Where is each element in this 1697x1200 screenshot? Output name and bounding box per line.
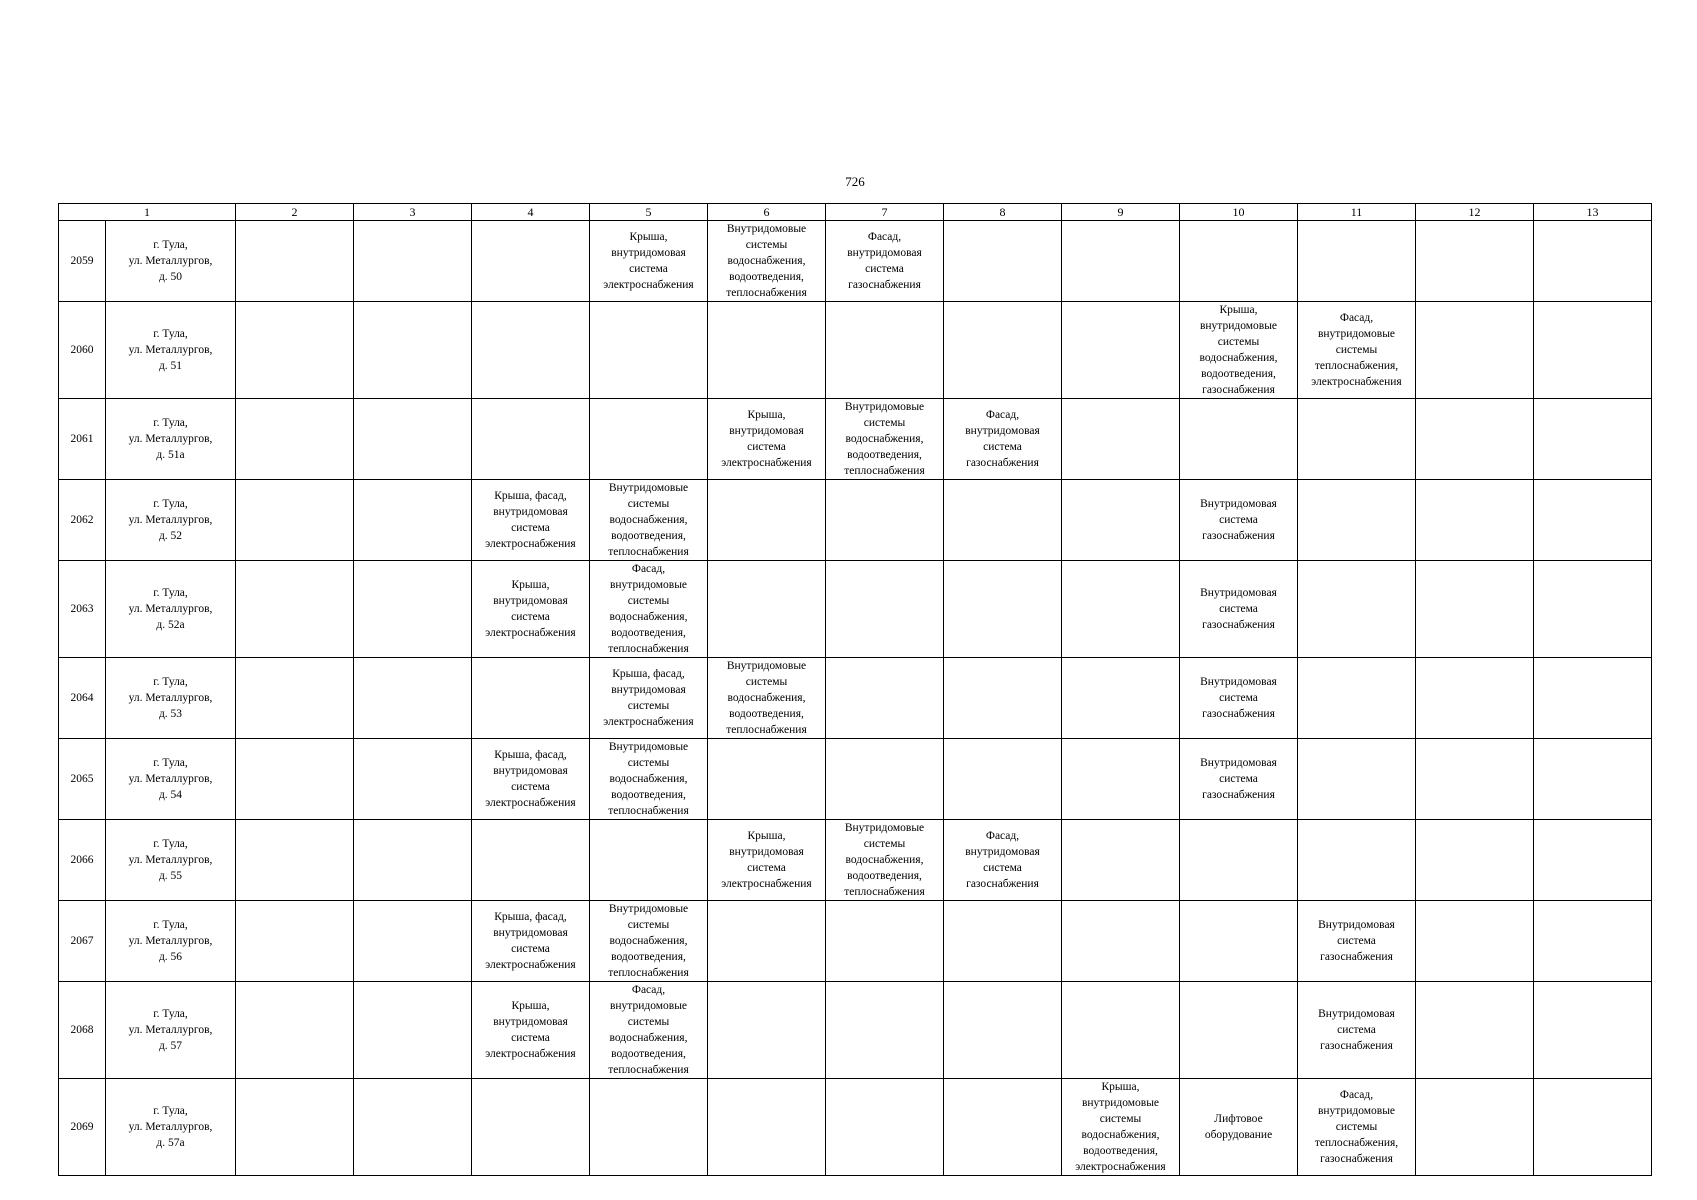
work-description: Крыша, фасад, внутридомовая системы электроснабжения xyxy=(603,668,694,728)
work-cell-col-3 xyxy=(354,658,472,739)
work-cell-col-3 xyxy=(354,221,472,302)
work-cell-col-2 xyxy=(236,561,354,658)
work-cell-col-10 xyxy=(1180,561,1298,658)
work-cell-col-5 xyxy=(590,561,708,658)
address-cell xyxy=(106,561,236,658)
address-text: г. Тула, ул. Металлургов, д. 51 xyxy=(128,328,213,372)
work-cell-col-10 xyxy=(1180,982,1298,1079)
work-cell-col-6 xyxy=(708,561,826,658)
work-cell-col-8 xyxy=(944,399,1062,480)
work-description: Лифтовое оборудование xyxy=(1204,1113,1273,1141)
column-header-4: 4 xyxy=(472,204,590,221)
work-description: Крыша, фасад, внутридомовая система электроснабжения xyxy=(485,749,576,809)
work-cell-col-9 xyxy=(1062,820,1180,901)
work-cell-col-6 xyxy=(708,302,826,399)
work-cell-col-10 xyxy=(1180,739,1298,820)
row-number: 2061 xyxy=(59,399,106,480)
table-row xyxy=(59,561,1652,658)
work-description: Крыша, внутридомовая система электроснабжения xyxy=(485,579,576,639)
work-cell-col-11 xyxy=(1298,221,1416,302)
work-cell-col-12 xyxy=(1416,658,1534,739)
address-text: г. Тула, ул. Металлургов, д. 53 xyxy=(128,676,213,720)
work-cell-col-7 xyxy=(826,820,944,901)
work-cell-col-11 xyxy=(1298,561,1416,658)
column-header-1: 1 xyxy=(59,204,236,221)
work-cell-col-2 xyxy=(236,480,354,561)
address-text: г. Тула, ул. Металлургов, д. 51а xyxy=(128,417,213,461)
work-cell-col-12 xyxy=(1416,901,1534,982)
work-cell-col-4 xyxy=(472,302,590,399)
work-cell-col-9 xyxy=(1062,658,1180,739)
address-text: г. Тула, ул. Металлургов, д. 55 xyxy=(128,838,213,882)
work-cell-col-2 xyxy=(236,221,354,302)
work-description: Внутридомовая система газоснабжения xyxy=(1200,587,1277,631)
work-cell-col-7 xyxy=(826,658,944,739)
page-number: 726 xyxy=(845,174,865,189)
work-cell-col-4 xyxy=(472,561,590,658)
work-cell-col-13 xyxy=(1534,480,1652,561)
work-cell-col-11 xyxy=(1298,480,1416,561)
column-header-8: 8 xyxy=(944,204,1062,221)
table-header xyxy=(59,204,1652,221)
address-cell xyxy=(106,658,236,739)
work-description: Внутридомовая система газоснабжения xyxy=(1318,1008,1395,1052)
work-cell-col-12 xyxy=(1416,739,1534,820)
table-row xyxy=(59,820,1652,901)
work-cell-col-4 xyxy=(472,1079,590,1176)
work-cell-col-2 xyxy=(236,302,354,399)
work-cell-col-7 xyxy=(826,561,944,658)
work-description: Внутридомовые системы водоснабжения, водоотведения, теплоснабжения xyxy=(608,482,689,558)
address-cell xyxy=(106,302,236,399)
work-cell-col-11 xyxy=(1298,901,1416,982)
column-header-12: 12 xyxy=(1416,204,1534,221)
work-cell-col-2 xyxy=(236,982,354,1079)
address-cell xyxy=(106,982,236,1079)
table-row xyxy=(59,739,1652,820)
row-number: 2062 xyxy=(59,480,106,561)
work-cell-col-10 xyxy=(1180,901,1298,982)
work-description: Внутридомовые системы водоснабжения, водоотведения, теплоснабжения xyxy=(726,223,807,299)
work-cell-col-10 xyxy=(1180,480,1298,561)
address-cell xyxy=(106,480,236,561)
work-cell-col-10 xyxy=(1180,658,1298,739)
work-description: Крыша, внутридомовые системы водоснабжения, водоотведения, электроснабжения xyxy=(1075,1081,1166,1173)
work-description: Крыша, внутридомовая система электроснабжения xyxy=(603,231,694,291)
work-description: Внутридомовые системы водоснабжения, водоотведения, теплоснабжения xyxy=(608,903,689,979)
work-cell-col-11 xyxy=(1298,820,1416,901)
work-cell-col-11 xyxy=(1298,739,1416,820)
work-cell-col-5 xyxy=(590,820,708,901)
work-description: Внутридомовая система газоснабжения xyxy=(1200,498,1277,542)
work-cell-col-11 xyxy=(1298,302,1416,399)
work-cell-col-4 xyxy=(472,901,590,982)
work-description: Крыша, внутридомовые системы водоснабжения, водоотведения, газоснабжения xyxy=(1199,304,1278,396)
work-cell-col-7 xyxy=(826,480,944,561)
table-row xyxy=(59,982,1652,1079)
table-row xyxy=(59,658,1652,739)
work-cell-col-3 xyxy=(354,399,472,480)
work-cell-col-9 xyxy=(1062,982,1180,1079)
row-number: 2067 xyxy=(59,901,106,982)
work-cell-col-8 xyxy=(944,739,1062,820)
column-header-6: 6 xyxy=(708,204,826,221)
work-cell-col-9 xyxy=(1062,739,1180,820)
work-cell-col-6 xyxy=(708,399,826,480)
work-description: Крыша, фасад, внутридомовая система электроснабжения xyxy=(485,490,576,550)
work-cell-col-9 xyxy=(1062,221,1180,302)
address-text: г. Тула, ул. Металлургов, д. 52 xyxy=(128,498,213,542)
row-number: 2066 xyxy=(59,820,106,901)
work-description: Фасад, внутридомовые системы теплоснабжения, газоснабжения xyxy=(1314,1089,1399,1165)
work-description: Крыша, внутридомовая система электроснабжения xyxy=(721,830,812,890)
work-cell-col-9 xyxy=(1062,302,1180,399)
work-cell-col-9 xyxy=(1062,561,1180,658)
work-cell-col-3 xyxy=(354,820,472,901)
work-description: Внутридомовая система газоснабжения xyxy=(1200,757,1277,801)
work-description: Крыша, фасад, внутридомовая система электроснабжения xyxy=(485,911,576,971)
work-cell-col-13 xyxy=(1534,658,1652,739)
work-cell-col-8 xyxy=(944,221,1062,302)
row-number: 2068 xyxy=(59,982,106,1079)
address-text: г. Тула, ул. Металлургов, д. 50 xyxy=(128,239,213,283)
work-cell-col-12 xyxy=(1416,221,1534,302)
work-cell-col-13 xyxy=(1534,561,1652,658)
work-cell-col-5 xyxy=(590,982,708,1079)
work-cell-col-13 xyxy=(1534,1079,1652,1176)
table-row xyxy=(59,399,1652,480)
work-cell-col-13 xyxy=(1534,302,1652,399)
work-cell-col-6 xyxy=(708,820,826,901)
work-cell-col-9 xyxy=(1062,399,1180,480)
work-cell-col-10 xyxy=(1180,1079,1298,1176)
row-number: 2060 xyxy=(59,302,106,399)
work-description: Фасад, внутридомовые системы водоснабжения, водоотведения, теплоснабжения xyxy=(608,563,689,655)
work-cell-col-8 xyxy=(944,561,1062,658)
work-cell-col-8 xyxy=(944,1079,1062,1176)
work-cell-col-3 xyxy=(354,739,472,820)
address-text: г. Тула, ул. Металлургов, д. 54 xyxy=(128,757,213,801)
address-text: г. Тула, ул. Металлургов, д. 56 xyxy=(128,919,213,963)
work-cell-col-12 xyxy=(1416,1079,1534,1176)
address-cell xyxy=(106,901,236,982)
work-description: Внутридомовые системы водоснабжения, водоотведения, теплоснабжения xyxy=(608,741,689,817)
work-cell-col-2 xyxy=(236,1079,354,1176)
work-cell-col-4 xyxy=(472,221,590,302)
work-description: Фасад, внутридомовые системы водоснабжения, водоотведения, теплоснабжения xyxy=(608,984,689,1076)
work-cell-col-5 xyxy=(590,480,708,561)
work-cell-col-12 xyxy=(1416,302,1534,399)
column-header-3: 3 xyxy=(354,204,472,221)
table-row xyxy=(59,480,1652,561)
work-cell-col-4 xyxy=(472,480,590,561)
work-cell-col-12 xyxy=(1416,982,1534,1079)
work-cell-col-5 xyxy=(590,399,708,480)
work-cell-col-12 xyxy=(1416,480,1534,561)
work-cell-col-8 xyxy=(944,820,1062,901)
table-row xyxy=(59,1079,1652,1176)
table-row xyxy=(59,302,1652,399)
address-cell xyxy=(106,1079,236,1176)
work-cell-col-5 xyxy=(590,658,708,739)
work-cell-col-3 xyxy=(354,302,472,399)
row-number: 2059 xyxy=(59,221,106,302)
work-cell-col-7 xyxy=(826,1079,944,1176)
work-cell-col-12 xyxy=(1416,561,1534,658)
work-cell-col-5 xyxy=(590,739,708,820)
work-cell-col-13 xyxy=(1534,901,1652,982)
work-cell-col-3 xyxy=(354,480,472,561)
work-cell-col-5 xyxy=(590,302,708,399)
row-number: 2063 xyxy=(59,561,106,658)
work-cell-col-5 xyxy=(590,1079,708,1176)
row-number: 2065 xyxy=(59,739,106,820)
repair-schedule-table xyxy=(58,203,1652,1176)
work-cell-col-4 xyxy=(472,399,590,480)
work-cell-col-4 xyxy=(472,739,590,820)
work-description: Внутридомовые системы водоснабжения, водоотведения, теплоснабжения xyxy=(726,660,807,736)
work-cell-col-5 xyxy=(590,221,708,302)
work-cell-col-4 xyxy=(472,982,590,1079)
address-cell xyxy=(106,739,236,820)
work-cell-col-6 xyxy=(708,739,826,820)
work-cell-col-4 xyxy=(472,658,590,739)
work-description: Фасад, внутридомовые системы теплоснабжения, электроснабжения xyxy=(1311,312,1402,388)
work-description: Крыша, внутридомовая система электроснабжения xyxy=(721,409,812,469)
row-number: 2069 xyxy=(59,1079,106,1176)
work-cell-col-7 xyxy=(826,221,944,302)
work-cell-col-12 xyxy=(1416,399,1534,480)
address-cell xyxy=(106,221,236,302)
work-cell-col-11 xyxy=(1298,1079,1416,1176)
row-number: 2064 xyxy=(59,658,106,739)
work-cell-col-3 xyxy=(354,901,472,982)
table-row xyxy=(59,901,1652,982)
address-cell xyxy=(106,820,236,901)
work-cell-col-6 xyxy=(708,221,826,302)
work-cell-col-6 xyxy=(708,982,826,1079)
work-cell-col-10 xyxy=(1180,302,1298,399)
work-cell-col-7 xyxy=(826,399,944,480)
work-description: Внутридомовые системы водоснабжения, водоотведения, теплоснабжения xyxy=(844,401,925,477)
address-text: г. Тула, ул. Металлургов, д. 57а xyxy=(128,1105,213,1149)
work-cell-col-9 xyxy=(1062,1079,1180,1176)
work-cell-col-2 xyxy=(236,820,354,901)
work-cell-col-9 xyxy=(1062,480,1180,561)
work-cell-col-7 xyxy=(826,901,944,982)
work-cell-col-8 xyxy=(944,302,1062,399)
column-header-11: 11 xyxy=(1298,204,1416,221)
work-description: Крыша, внутридомовая система электроснабжения xyxy=(485,1000,576,1060)
work-cell-col-6 xyxy=(708,1079,826,1176)
column-header-9: 9 xyxy=(1062,204,1180,221)
work-cell-col-8 xyxy=(944,982,1062,1079)
work-description: Внутридомовая система газоснабжения xyxy=(1200,676,1277,720)
work-cell-col-6 xyxy=(708,901,826,982)
work-cell-col-11 xyxy=(1298,399,1416,480)
work-cell-col-3 xyxy=(354,1079,472,1176)
address-cell xyxy=(106,399,236,480)
work-cell-col-7 xyxy=(826,739,944,820)
table-row xyxy=(59,221,1652,302)
work-cell-col-8 xyxy=(944,480,1062,561)
work-cell-col-13 xyxy=(1534,399,1652,480)
work-cell-col-13 xyxy=(1534,221,1652,302)
column-header-7: 7 xyxy=(826,204,944,221)
work-cell-col-10 xyxy=(1180,221,1298,302)
column-header-10: 10 xyxy=(1180,204,1298,221)
work-cell-col-6 xyxy=(708,658,826,739)
table-body xyxy=(59,221,1652,1176)
work-cell-col-6 xyxy=(708,480,826,561)
work-cell-col-11 xyxy=(1298,982,1416,1079)
column-number-row xyxy=(59,204,1652,221)
address-text: г. Тула, ул. Металлургов, д. 52а xyxy=(128,587,213,631)
work-description: Фасад, внутридомовая система газоснабжения xyxy=(965,409,1040,469)
work-description: Внутридомовые системы водоснабжения, водоотведения, теплоснабжения xyxy=(844,822,925,898)
work-cell-col-8 xyxy=(944,901,1062,982)
work-cell-col-12 xyxy=(1416,820,1534,901)
work-cell-col-5 xyxy=(590,901,708,982)
work-cell-col-11 xyxy=(1298,658,1416,739)
work-description: Внутридомовая система газоснабжения xyxy=(1318,919,1395,963)
work-cell-col-13 xyxy=(1534,739,1652,820)
work-cell-col-7 xyxy=(826,302,944,399)
work-cell-col-9 xyxy=(1062,901,1180,982)
work-cell-col-2 xyxy=(236,901,354,982)
address-text: г. Тула, ул. Металлургов, д. 57 xyxy=(128,1008,213,1052)
work-cell-col-3 xyxy=(354,561,472,658)
work-cell-col-10 xyxy=(1180,820,1298,901)
work-cell-col-3 xyxy=(354,982,472,1079)
column-header-2: 2 xyxy=(236,204,354,221)
column-header-13: 13 xyxy=(1534,204,1652,221)
work-cell-col-13 xyxy=(1534,820,1652,901)
work-cell-col-7 xyxy=(826,982,944,1079)
work-cell-col-8 xyxy=(944,658,1062,739)
column-header-5: 5 xyxy=(590,204,708,221)
work-cell-col-2 xyxy=(236,399,354,480)
work-cell-col-2 xyxy=(236,658,354,739)
work-description: Фасад, внутридомовая система газоснабжения xyxy=(847,231,922,291)
work-cell-col-4 xyxy=(472,820,590,901)
work-cell-col-2 xyxy=(236,739,354,820)
work-description: Фасад, внутридомовая система газоснабжения xyxy=(965,830,1040,890)
work-cell-col-10 xyxy=(1180,399,1298,480)
work-cell-col-13 xyxy=(1534,982,1652,1079)
